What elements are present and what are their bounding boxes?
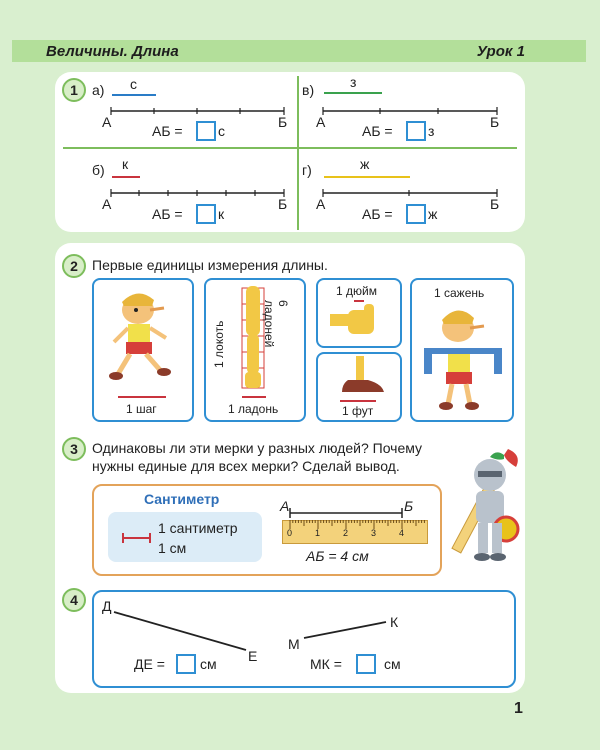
part-b-answer-box[interactable]	[196, 204, 216, 224]
pinocchio-walking-picture	[108, 288, 178, 388]
part-g-unit-after: ж	[428, 206, 438, 222]
pinocchio-arms-wide-picture	[422, 302, 504, 412]
card-duym	[316, 278, 402, 348]
de-equation: ДЕ =	[134, 656, 165, 672]
knight-with-ruler-picture	[438, 445, 522, 580]
part-a-letter: а)	[92, 82, 105, 98]
task3-question-line2: нужны единые для всех мерки? Сделай вывод.	[92, 458, 400, 474]
part-v-answer-box[interactable]	[406, 121, 426, 141]
part-a-equation: АБ =	[152, 123, 183, 139]
ruler-point-b: Б	[404, 498, 414, 514]
fut-label: 1 фут	[342, 404, 374, 418]
part-g-letter: г)	[302, 162, 312, 178]
task1-part-a	[90, 72, 290, 147]
part-b-letter: б)	[92, 162, 105, 178]
mk-unit: см	[384, 656, 401, 672]
part-g-point-a: А	[316, 196, 326, 212]
lesson-topic: Величины. Длина	[46, 43, 179, 60]
thumb-picture	[328, 302, 388, 340]
part-v-unit-label: з	[350, 74, 357, 90]
part-g-point-b: Б	[490, 196, 500, 212]
card-fut	[316, 352, 402, 422]
ab-length-text: АБ = 4 см	[306, 548, 369, 564]
task3-number: 3	[62, 437, 86, 461]
part-v-equation: АБ =	[362, 123, 393, 139]
boot-picture	[332, 356, 388, 400]
part-g-answer-box[interactable]	[406, 204, 426, 224]
part-a-ruler-line	[110, 104, 285, 118]
part-b-unit-after: к	[218, 206, 225, 222]
task1-part-v	[302, 72, 512, 147]
cm-segment	[122, 537, 150, 539]
part-g-ruler-line	[322, 186, 498, 200]
part-b-ruler-line	[110, 186, 285, 200]
part-a-point-a: А	[102, 114, 112, 130]
part-b-unit-label: к	[122, 156, 129, 172]
ladon-segment	[242, 396, 266, 398]
part-g-unit-label: ж	[360, 156, 370, 172]
part-v-ruler-line	[322, 104, 498, 118]
point-d: Д	[102, 598, 112, 614]
cm-line1: 1 сантиметр	[158, 520, 238, 536]
task1-number: 1	[62, 78, 86, 102]
cm-line2: 1 см	[158, 540, 187, 556]
duym-label: 1 дюйм	[336, 284, 377, 298]
card-shag	[92, 278, 194, 422]
task3-question-line1: Одинаковы ли эти мерки у разных людей? Почему	[92, 440, 423, 456]
card-sazhen	[410, 278, 514, 422]
cm-segment-tick-left	[122, 533, 124, 543]
task1-part-g	[302, 152, 512, 227]
part-a-answer-box[interactable]	[196, 121, 216, 141]
part-b-unit-segment	[112, 176, 140, 178]
task1-part-b	[90, 152, 290, 227]
point-e: Е	[248, 648, 258, 664]
part-g-equation: АБ =	[362, 206, 393, 222]
task2-number: 2	[62, 254, 86, 278]
mk-answer-box[interactable]	[356, 654, 376, 674]
task4-number: 4	[62, 588, 86, 612]
part-a-point-b: Б	[278, 114, 288, 130]
part-v-point-b: Б	[490, 114, 500, 130]
ruler-segment-ab	[288, 508, 404, 518]
mk-equation: МК =	[310, 656, 342, 672]
part-a-unit-after: с	[218, 123, 225, 139]
ruler-ticks	[282, 520, 428, 542]
ruler-tick-2: 2	[343, 528, 349, 538]
centimeter-title: Сантиметр	[144, 491, 220, 507]
part-v-unit-segment	[324, 92, 382, 94]
point-m: М	[288, 636, 300, 652]
sazhen-label: 1 сажень	[434, 286, 485, 300]
shag-segment	[118, 396, 166, 398]
centimeter-definition-box	[108, 512, 262, 562]
ladoney-label: 6 ладоней	[262, 300, 290, 348]
ruler-point-a: А	[280, 498, 290, 514]
part-b-point-b: Б	[278, 196, 288, 212]
ruler-tick-0: 0	[287, 528, 293, 538]
ruler-tick-3: 3	[371, 528, 377, 538]
page-number: 1	[514, 700, 523, 717]
part-b-point-a: А	[102, 196, 112, 212]
part-v-letter: в)	[302, 82, 315, 98]
shag-label: 1 шаг	[126, 402, 157, 416]
lokot-label: 1 локоть	[212, 320, 226, 368]
lesson-number: Урок 1	[476, 43, 525, 60]
de-answer-box[interactable]	[176, 654, 196, 674]
part-v-point-a: А	[316, 114, 326, 130]
fut-segment	[340, 400, 376, 402]
part-g-unit-segment	[324, 176, 410, 178]
part-a-unit-label: с	[130, 76, 137, 92]
ladon-label: 1 ладонь	[228, 402, 279, 416]
cm-segment-tick-right	[149, 533, 151, 543]
part-b-equation: АБ =	[152, 206, 183, 222]
ruler-tick-4: 4	[399, 528, 405, 538]
task2-title: Первые единицы измерения длины.	[92, 257, 328, 273]
part-a-unit-segment	[112, 94, 156, 96]
point-k: К	[390, 614, 399, 630]
ruler-tick-1: 1	[315, 528, 321, 538]
part-v-unit-after: з	[428, 123, 435, 139]
card-lokot	[204, 278, 306, 422]
de-unit: см	[200, 656, 217, 672]
